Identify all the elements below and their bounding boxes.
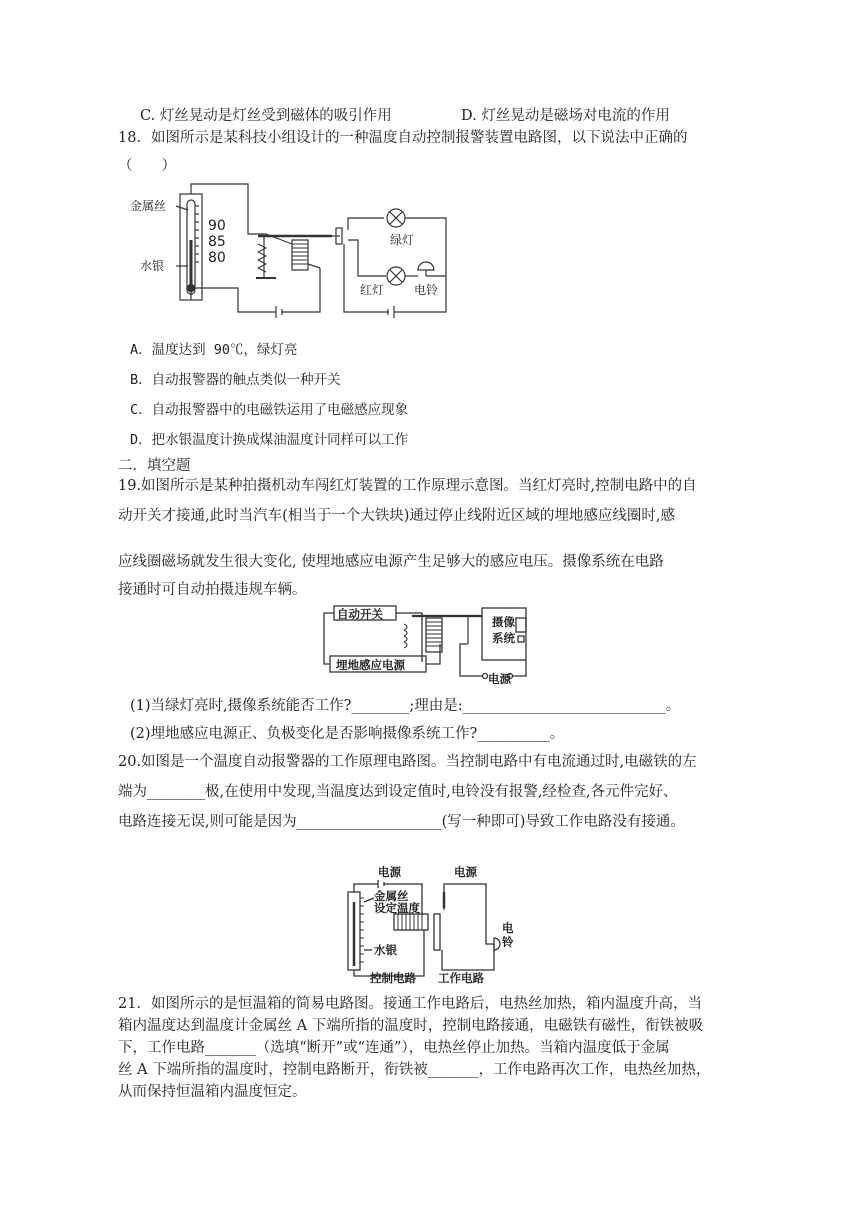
q19-circuit-figure: [322, 604, 532, 684]
armature: [434, 914, 440, 950]
label-bell-1: 电: [502, 921, 514, 935]
label-bell-2: 铃: [502, 935, 514, 949]
q19-sub2: (2)埋地感应电源正、负极变化是否影响摄像系统工作?__________。: [130, 726, 565, 742]
q19-line1: 19.如图所示是某种拍摄机动车闯红灯装置的工作原理示意图。当红灯亮时,控制电路中的自: [118, 478, 697, 494]
q18-option-a: A．温度达到 90℃，绿灯亮: [130, 342, 298, 358]
q18-option-d: D．把水银温度计换成煤油温度计同样可以工作: [130, 432, 409, 448]
q21-line3: 下，工作电路_______（选填“断开”或“连通”），电热丝停止加热。当箱内温度低于金属: [118, 1040, 670, 1056]
label-camera-1: 摄像: [492, 615, 515, 629]
q19-line4: 接通时可自动拍摄违规车辆。: [118, 582, 307, 598]
section-title: 二．填空题: [118, 458, 191, 474]
bell: [418, 262, 434, 270]
label-auto-switch: 自动开关: [337, 607, 383, 621]
q18-option-b: B．自动报警器的触点类似一种开关: [130, 372, 341, 388]
label-buried-source: 埋地感应电源: [336, 658, 405, 672]
label-green-lamp: 绿灯: [390, 233, 415, 247]
label-red-lamp: 红灯: [360, 283, 385, 297]
q18-stem: 18．如图所示是某科技小组设计的一种温度自动控制报警装置电路图，以下说法中正确的: [118, 130, 688, 146]
label-power: 电源: [488, 672, 511, 684]
q21-line2: 箱内温度达到温度计金属丝 A 下端所指的温度时，控制电路接通，电磁铁有磁性，衔铁被吸: [118, 1018, 704, 1034]
q18-option-c: C．自动报警器中的电磁铁运用了电磁感应现象: [130, 402, 409, 418]
q19-line2: 动开关才接通,此时当汽车(相当于一个大铁块)通过停止线附近区域的埋地感应线圈时,感: [118, 508, 676, 524]
q21-line4: 丝 A 下端所指的温度时，控制电路断开，衔铁被_______，工作电路再次工作，电热丝加热，: [118, 1062, 711, 1078]
label-mercury: 水银: [374, 943, 397, 957]
label-wire: 金属丝: [374, 889, 409, 903]
bell: [494, 938, 500, 950]
label-wire: 金属丝: [130, 199, 167, 213]
label-set-temp: 设定温度: [374, 901, 420, 915]
q18-circuit-figure: [126, 180, 456, 326]
label-work-circuit: 工作电路: [438, 971, 484, 984]
temp-85: 85: [208, 234, 226, 250]
q20-circuit-figure: [338, 862, 524, 984]
temp-80: 80: [208, 250, 226, 266]
label-power-left: 电源: [378, 865, 401, 879]
label-camera-2: 系统: [492, 631, 515, 645]
label-control-circuit: 控制电路: [370, 971, 416, 984]
q21-line1: 21．如图所示的是恒温箱的简易电路图。接通工作电路后，电热丝加热，箱内温度升高，当: [118, 996, 702, 1012]
q21-line5: 从而保持恒温箱内温度恒定。: [118, 1084, 307, 1100]
temp-90: 90: [208, 218, 226, 234]
q19-sub1: (1)当绿灯亮时,摄像系统能否工作?________;理由是:____________________________。: [130, 698, 681, 714]
q20-line3: 电路连接无误,则可能是因为____________________(写一种即可)导致工作电路没有接通。: [118, 814, 685, 830]
label-mercury: 水银: [140, 259, 165, 273]
q20-line2: 端为________极,在使用中发现,当温度达到设定值时,电铃没有报警,经检查,各元件完好、: [118, 784, 678, 800]
label-power-right: 电源: [454, 865, 477, 879]
q17-option-c: C. 灯丝晃动是灯丝受到磁体的吸引作用: [140, 108, 392, 124]
q18-paren: （ ）: [118, 158, 176, 174]
q20-line1: 20.如图是一个温度自动报警器的工作原理电路图。当控制电路中有电流通过时,电磁铁的左: [118, 754, 697, 770]
q17-option-d: D. 灯丝晃动是磁场对电流的作用: [461, 108, 670, 124]
spring: [258, 244, 266, 272]
label-bell: 电铃: [414, 283, 439, 297]
q19-line3: 应线圈磁场就发生很大变化, 使埋地感应电源产生足够大的感应电压。摄像系统在电路: [118, 554, 664, 570]
